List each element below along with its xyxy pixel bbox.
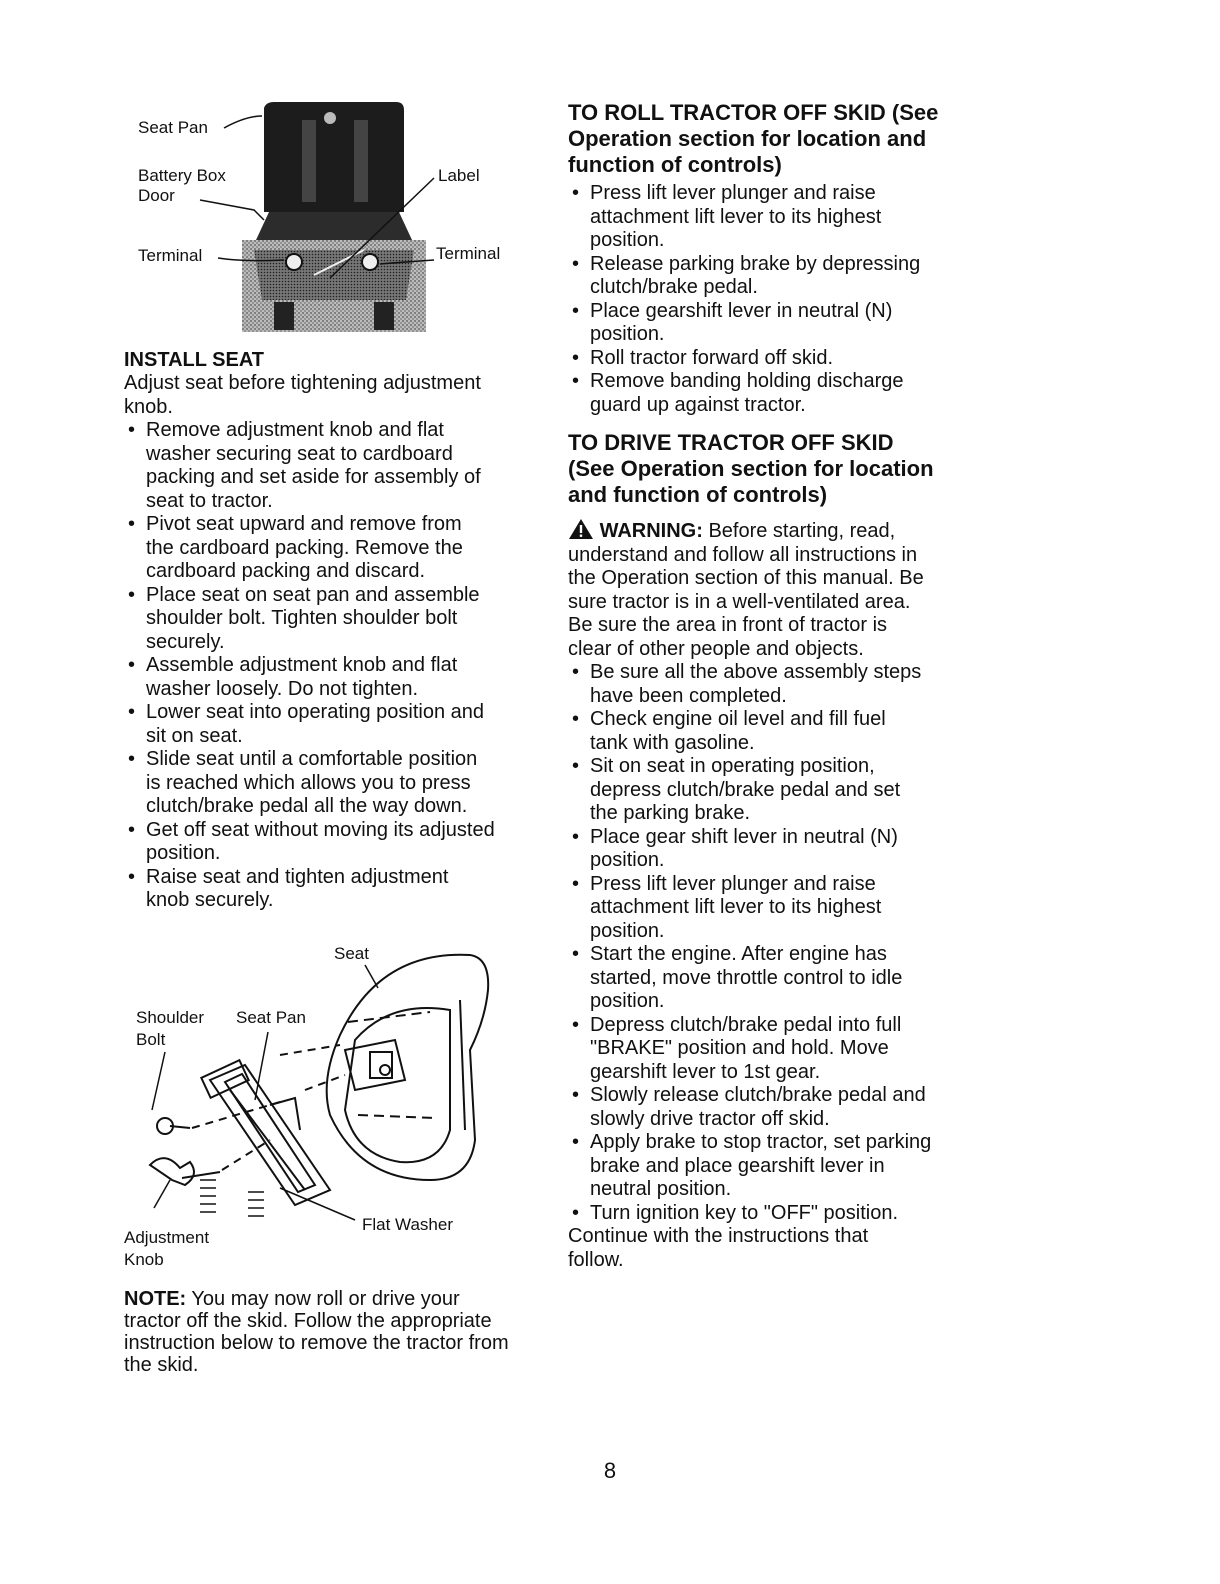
note-line: instruction below to remove the tractor from: [124, 1332, 509, 1354]
drive-steps: [568, 661, 968, 1225]
roll-steps: [568, 182, 968, 417]
closing-text: [568, 1225, 968, 1272]
label-flat-washer: Flat Washer: [362, 1215, 454, 1234]
list-item: • Press lift lever plunger and raise attachment lift lever to its highest position.: [568, 873, 968, 944]
list-item: • Place gearshift lever in neutral (N) position.: [568, 300, 968, 347]
warning-line: the Operation section of this manual. Be: [568, 567, 924, 589]
note-line: tractor off the skid. Follow the appropriate: [124, 1310, 492, 1332]
list-item: • Turn ignition key to "OFF" position.: [568, 1202, 968, 1226]
warning-triangle-icon: [568, 518, 594, 540]
warning-label: WARNING:: [599, 520, 703, 542]
warning-line: Before starting, read,: [708, 520, 896, 542]
label-terminal-right: Terminal: [436, 244, 501, 263]
note-line: You may now roll or drive your: [191, 1288, 460, 1310]
label-shoulder: Shoulder: [136, 1008, 205, 1027]
closing-line: follow.: [568, 1248, 624, 1271]
list-item: • Sit on seat in operating position, depress clutch/brake pedal and set the parking brake.: [568, 755, 968, 826]
closing-line: Continue with the instructions that: [568, 1225, 869, 1247]
list-item: • Roll tractor forward off skid.: [568, 347, 968, 371]
label-knob: Knob: [124, 1250, 164, 1269]
list-item: • Check engine oil level and fill fuel tank with gasoline.: [568, 708, 968, 755]
list-item: • Depress clutch/brake pedal into full "BRAKE" position and hold. Move gearshift lever to 1st gear.: [568, 1014, 968, 1085]
list-item: • Slowly release clutch/brake pedal and slowly drive tractor off skid.: [568, 1084, 968, 1131]
note-text: [124, 1288, 534, 1376]
list-item: • Remove banding holding discharge guard up against tractor.: [568, 370, 968, 417]
list-item: • Place seat on seat pan and assemble shoulder bolt. Tighten shoulder bolt securely.: [124, 584, 534, 655]
seat-assembly-illustration: [130, 940, 530, 1275]
intro-line: knob.: [124, 395, 173, 418]
label-battery-box: Battery Box: [138, 166, 226, 185]
list-item: • Assemble adjustment knob and flat washer loosely. Do not tighten.: [124, 654, 534, 701]
note-line: the skid.: [124, 1354, 199, 1376]
note-label: NOTE:: [124, 1288, 187, 1310]
list-item: • Get off seat without moving its adjusted position.: [124, 819, 534, 866]
list-item: • Lower seat into operating position and sit on seat.: [124, 701, 534, 748]
warning-line: understand and follow all instructions in: [568, 543, 918, 566]
install-seat-heading: INSTALL SEAT: [124, 349, 264, 371]
note-block: [124, 1288, 534, 1376]
label-seat-pan: Seat Pan: [138, 118, 208, 137]
list-item: • Be sure all the above assembly steps have been completed.: [568, 661, 968, 708]
warning-block: [568, 518, 968, 661]
list-item: • Pivot seat upward and remove from the cardboard packing. Remove the cardboard packing and discard.: [124, 513, 534, 584]
seat-assembly-figure: [124, 940, 530, 1275]
roll-section: [568, 100, 968, 417]
list-item: • Start the engine. After engine has started, move throttle control to idle position.: [568, 943, 968, 1014]
roll-heading: TO ROLL TRACTOR OFF SKID (See Operation section for location and function of controls): [568, 100, 939, 177]
install-seat-section: [124, 348, 534, 913]
intro-line: Adjust seat before tightening adjustment: [124, 372, 481, 394]
drive-heading: TO DRIVE TRACTOR OFF SKID (See Operation section for location and function of controls): [568, 430, 934, 507]
warning-line: sure tractor is in a well-ventilated area.: [568, 590, 911, 613]
list-item: • Remove adjustment knob and flat washer securing seat to cardboard packing and set aside for assembly of seat to tractor.: [124, 419, 534, 513]
warning-line: clear of other people and objects.: [568, 637, 864, 660]
label-seat-pan-2: Seat Pan: [236, 1008, 306, 1027]
label-label: Label: [438, 166, 480, 185]
label-terminal-left: Terminal: [138, 246, 203, 265]
page-number: 8: [603, 1458, 617, 1483]
list-item: • Slide seat until a comfortable position is reached which allows you to press clutch/brake pedal all the way down.: [124, 748, 534, 819]
list-item: • Release parking brake by depressing clutch/brake pedal.: [568, 253, 968, 300]
list-item: • Press lift lever plunger and raise attachment lift lever to its highest position.: [568, 182, 968, 253]
label-door: Door: [138, 186, 175, 205]
label-seat: Seat: [334, 944, 369, 963]
list-item: • Raise seat and tighten adjustment knob securely.: [124, 866, 534, 913]
battery-box-figure: [134, 100, 524, 340]
label-bolt: Bolt: [136, 1030, 166, 1049]
drive-section: [568, 430, 968, 1272]
label-adjustment: Adjustment: [124, 1228, 210, 1247]
install-seat-steps: [124, 419, 534, 913]
warning-line: Be sure the area in front of tractor is: [568, 614, 888, 636]
list-item: • Apply brake to stop tractor, set parking brake and place gearshift lever in neutral position.: [568, 1131, 968, 1202]
list-item: • Place gear shift lever in neutral (N) position.: [568, 826, 968, 873]
install-seat-intro: [124, 372, 534, 419]
